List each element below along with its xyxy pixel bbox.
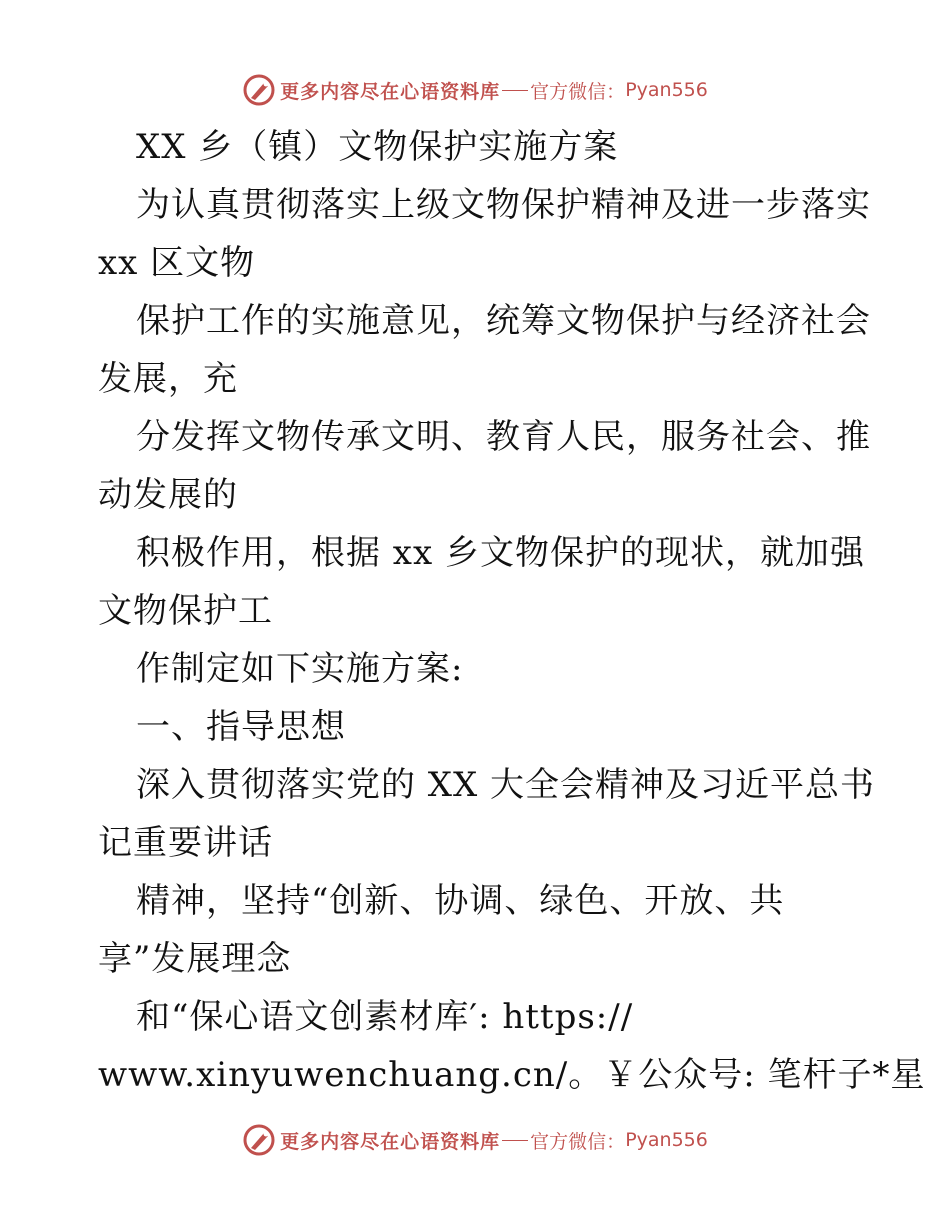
text-line: 记重要讲话 — [98, 823, 273, 863]
text-line: 文物保护工 — [98, 591, 273, 631]
text-line: www.xinyuwenchuang.cn/。￥公众号: 笔杆子*星 — [98, 1055, 926, 1095]
text-line: 精神，坚持“创新、协调、绿色、开放、共 — [136, 881, 785, 921]
pen-logo-icon — [242, 73, 276, 107]
watermark-text: 更多内容尽在心语资料库 — [280, 1130, 501, 1153]
text-line: 保护工作的实施意见，统筹文物保护与经济社会 — [136, 301, 871, 341]
document-body — [98, 118, 926, 1104]
text-line: 和“保心语文创素材库′: https:// — [136, 997, 634, 1037]
text-line: 分发挥文物传承文明、教育人民，服务社会、推 — [136, 417, 871, 457]
watermark-suffix: 官方微信： — [530, 1130, 626, 1153]
text-line: 深入贯彻落实党的 XX 大全会精神及习近平总书 — [136, 765, 876, 805]
watermark-wechat-id: Pyan556 — [625, 1129, 708, 1151]
watermark-dash — [502, 1140, 528, 1141]
watermark-wechat-id: Pyan556 — [625, 79, 708, 101]
section-heading: 一、指导思想 — [136, 707, 346, 747]
pen-logo-icon — [242, 1123, 276, 1157]
text-line: 为认真贯彻落实上级文物保护精神及进一步落实 — [136, 185, 871, 225]
watermark-banner-top — [0, 70, 950, 110]
watermark-dash — [502, 90, 528, 91]
text-line: 发展，充 — [98, 359, 238, 399]
watermark-banner-bottom — [0, 1120, 950, 1160]
text-line: 享”发展理念 — [98, 939, 292, 979]
watermark-text: 更多内容尽在心语资料库 — [280, 80, 501, 103]
text-line: 积极作用，根据 xx 乡文物保护的现状，就加强 — [136, 533, 865, 573]
watermark-suffix: 官方微信： — [530, 80, 626, 103]
text-line: 作制定如下实施方案: — [136, 649, 464, 689]
text-line: 动发展的 — [98, 475, 238, 515]
text-line: xx 区文物 — [98, 243, 256, 283]
text-line: XX 乡（镇）文物保护实施方案 — [136, 127, 619, 167]
